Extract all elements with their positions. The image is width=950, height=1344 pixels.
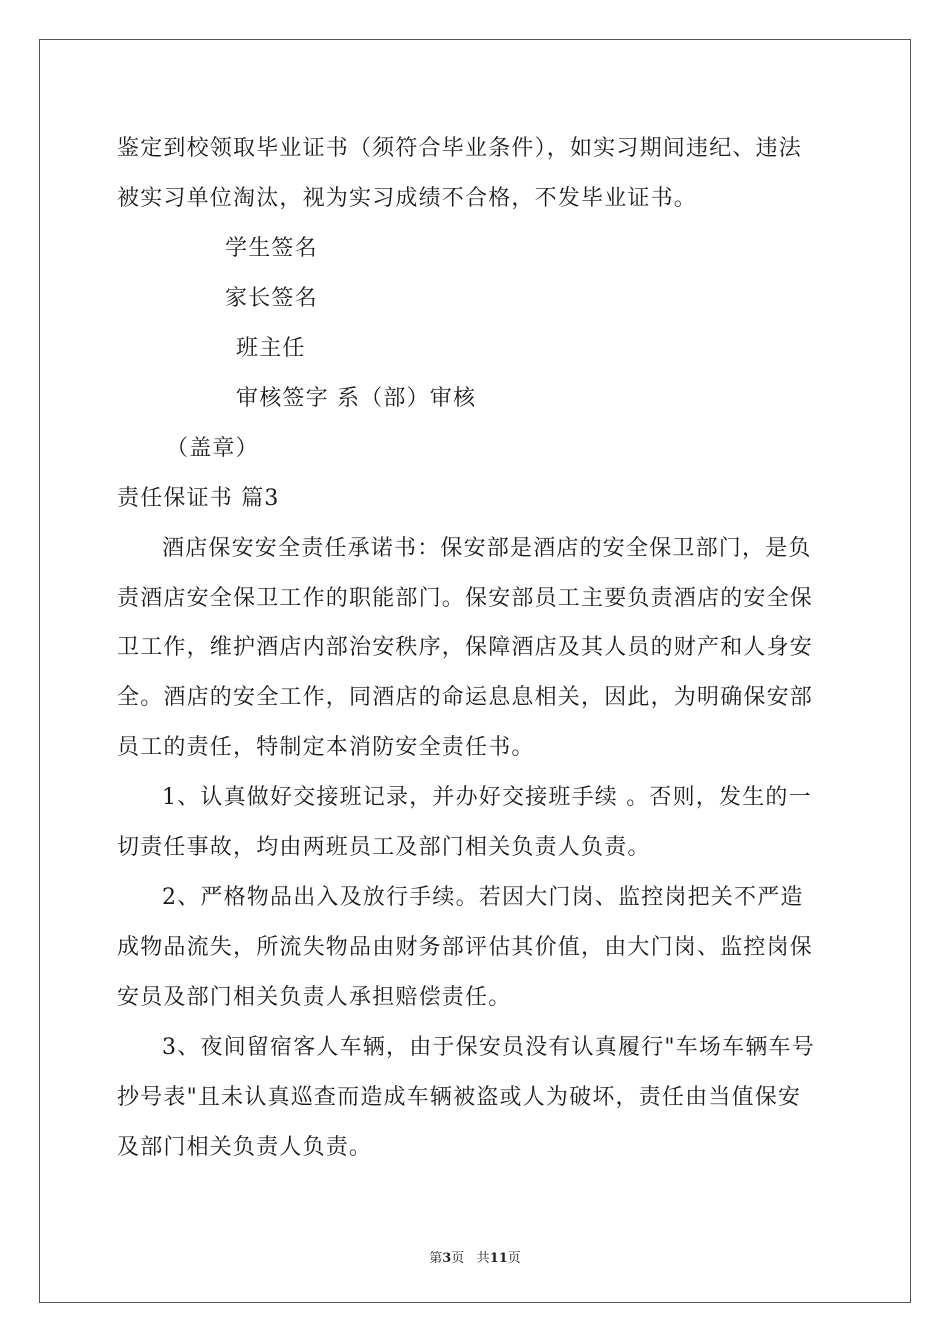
head-teacher-label: 班主任 (236, 336, 306, 361)
item-3-line: 抄号表"且未认真巡查而造成车辆被盗或人为破坏，责任由当值保安 (117, 1085, 802, 1110)
item-1-line: 1、认真做好交接班记录，并办好交接班手续 。否则，发生的一 (162, 785, 812, 810)
paragraph-line: 卫工作，维护酒店内部治安秩序，保障酒店及其人员的财产和人身安 (117, 635, 814, 660)
parent-signature-label: 家长签名 (225, 286, 318, 311)
footer-total-suffix: 页 (507, 1251, 521, 1266)
review-signature-label: 审核签字 系（部）审核 (236, 386, 477, 411)
page-border (39, 39, 911, 1303)
footer-page-number: 3 (442, 1251, 452, 1266)
student-signature-label: 学生签名 (225, 236, 318, 261)
item-3-line: 3、夜间留宿客人车辆，由于保安员没有认真履行"车场车辆车号 (162, 1035, 815, 1060)
item-2-line: 安员及部门相关负责人承担赔偿责任。 (117, 985, 512, 1010)
footer-total-prefix: 共 (476, 1251, 490, 1266)
footer-total-pages: 11 (489, 1251, 508, 1266)
paragraph-line: 酒店保安安全责任承诺书：保安部是酒店的安全保卫部门，是负 (162, 536, 812, 561)
seal-label: （盖章） (166, 436, 259, 461)
item-3-line: 及部门相关负责人负责。 (117, 1135, 373, 1160)
footer-page-suffix: 页 (451, 1251, 465, 1266)
paragraph-line: 员工的责任，特制定本消防安全责任书。 (117, 735, 535, 760)
text-line-2: 被实习单位淘汰，视为实习成绩不合格，不发毕业证书。 (117, 186, 698, 211)
item-2-line: 2、严格物品出入及放行手续。若因大门岗、监控岗把关不严造 (162, 885, 804, 910)
section-heading: 责任保证书 篇3 (117, 486, 280, 511)
footer-page-prefix: 第 (429, 1251, 443, 1266)
page-footer (0, 1247, 950, 1266)
item-1-line: 切责任事故，均由两班员工及部门相关负责人负责。 (117, 835, 651, 860)
item-2-line: 成物品流失，所流失物品由财务部评估其价值，由大门岗、监控岗保 (117, 935, 814, 960)
text-line-1: 鉴定到校领取毕业证书（须符合毕业条件），如实习期间违纪、违法 (117, 136, 803, 161)
paragraph-line: 责酒店安全保卫工作的职能部门。保安部员工主要负责酒店的安全保 (117, 586, 814, 611)
paragraph-line: 全。酒店的安全工作，同酒店的命运息息相关，因此，为明确保安部 (117, 685, 814, 710)
